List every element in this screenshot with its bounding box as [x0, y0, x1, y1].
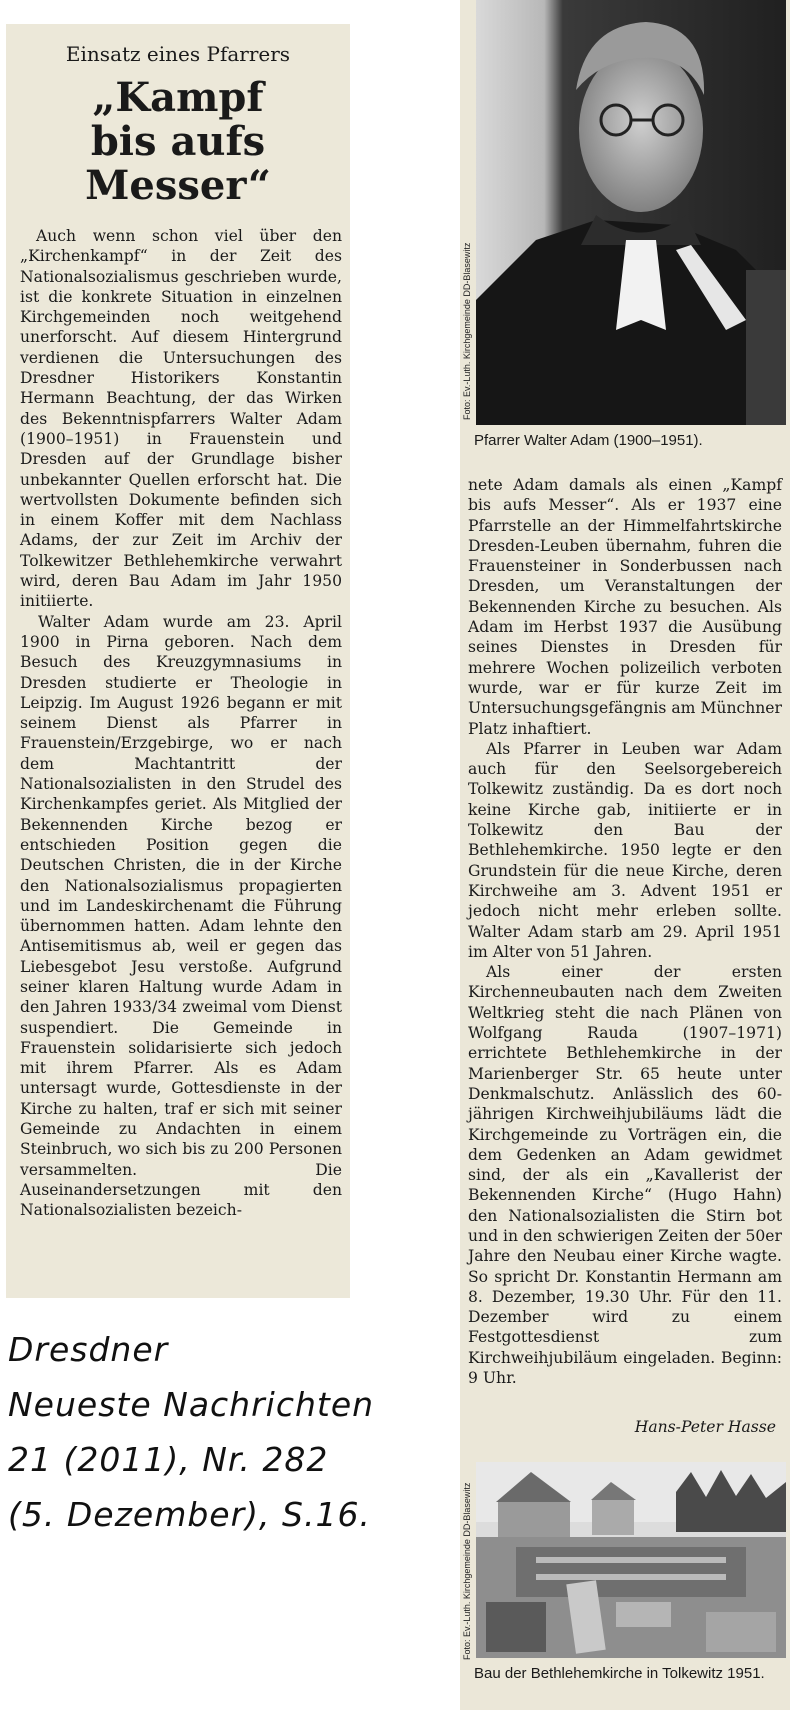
handwritten-citation — [8, 1322, 428, 1542]
headline-line-1: „Kampf — [92, 74, 264, 121]
body-paragraph: Als Pfarrer in Leuben war Adam auch für den Seelsorgebereich Tolkewitz zuständig. Da es dort noch keine Kirche gab, initiierte er in Tolkewitz den Bau der Bethlehemkirche. 1950 legte er den Grundstein für die neue Kirche, deren Kirchweihe am 3. Advent 1951 er jedoch nicht mehr erleben sollte. Walter Adam starb am 29. April 1951 im Alter von 51 Jahren. — [468, 739, 782, 961]
body-paragraph: Walter Adam wurde am 23. April 1900 in Pirna geboren. Nach dem Besuch des Kreuzgymnasiums in Dresden studierte er Theologie in Leipzig. Im August 1926 begann er mit seinem Dienst als Pfarrer in Frauenstein/Erzgebirge, wo er nach dem Machtantritt der Nationalsozialisten in den Strudel des Kirchenkampfes geriet. Als Mitglied der Bekennenden Kirche bezog er entschieden Position gegen die Deutschen Christen, die in der Kirche den Nationalsozialismus propagierten und im Landeskirchenamt die Führung übernommen hatten. Adam lehnte den Antisemitismus ab, weil er gegen das Liebesgebot Jesu verstoße. Aufgrund seiner klaren Haltung wurde Adam in den Jahren 1933/34 zweimal vom Dienst suspendiert. Die Gemeinde in Frauenstein solidarisierte sich jedoch mit ihrem Pfarrer. Als es Adam untersagt wurde, Gottesdienste in der Kirche zu halten, traf er sich mit seiner Gemeinde zu Andachten in einem Steinbruch, wo sich bis zu 200 Personen versammelten. Die Auseinandersetzungen mit den Nationalsozialisten bezeich- — [20, 612, 342, 1220]
church-construction-photo — [476, 1462, 786, 1658]
portrait-photo — [476, 0, 786, 425]
article-kicker: Einsatz eines Pfarrers — [65, 42, 291, 66]
article-body-right — [468, 475, 782, 1388]
church-construction-image — [476, 1462, 786, 1658]
handwritten-line: Dresdner — [8, 1330, 169, 1369]
headline-line-3: Messer“ — [85, 162, 271, 209]
portrait-credit: Foto: Ev.-Luth. Kirchgemeinde DD-Blasewitz — [462, 242, 472, 420]
handwritten-line: 21 (2011), Nr. 282 — [8, 1440, 329, 1479]
church-caption: Bau der Bethlehemkirche in Tolkewitz 1951. — [474, 1665, 765, 1682]
article-author: Hans-Peter Hasse — [634, 1418, 776, 1436]
article-left-column — [6, 24, 350, 1298]
church-credit: Foto: Ev.-Luth. Kirchgemeinde DD-Blasewitz — [462, 1482, 472, 1660]
handwritten-line: Neueste Nachrichten — [8, 1385, 375, 1424]
body-paragraph: Auch wenn schon viel über den „Kirchenkampf“ in der Zeit des Nationalsozialismus geschrieben wurde, ist die konkrete Situation in einzelnen Kirchgemeinden noch weitgehend unerforscht. Auf diesem Hintergrund verdienen die Untersuchungen des Dresdner Historikers Konstantin Hermann Beachtung, der das Wirken des Bekenntnispfarrers Walter Adam (1900–1951) in Frauenstein und Dresden auf der Grundlage bisher unbekannter Quellen erforscht hat. Die wertvollsten Dokumente befinden sich in einem Koffer mit dem Nachlass Adams, der zur Zeit im Archiv der Tolkewitzer Bethlehemkirche verwahrt wird, deren Bau Adam im Jahr 1950 initiierte. — [20, 227, 342, 611]
article-headline — [6, 76, 350, 208]
portrait-caption: Pfarrer Walter Adam (1900–1951). — [474, 432, 703, 449]
handwritten-line: (5. Dezember), S.16. — [8, 1495, 371, 1534]
headline-line-2: bis aufs — [90, 118, 266, 165]
body-paragraph: nete Adam damals als einen „Kampf bis aufs Messer“. Als er 1937 eine Pfarrstelle an der Himmelfahrtskirche Dresden-Leuben übernahm, fuhren die Frauensteiner in Sonderbussen nach Dresden, um Veranstaltungen der Bekennenden Kirche zu besuchen. Als Adam im Herbst 1937 die Ausübung seines Dienstes in Dresden für mehrere Wochen polizeilich verboten wurde, war er für kurze Zeit im Untersuchungsgefängnis am Münchner Platz inhaftiert. — [468, 476, 782, 738]
article-right-column — [460, 0, 790, 1710]
article-body-left — [20, 226, 342, 1221]
body-paragraph: Als einer der ersten Kirchenneubauten nach dem Zweiten Weltkrieg steht die nach Plänen von Wolfgang Rauda (1907–1971) errichtete Bethlehemkirche in der Marienberger Str. 65 heute unter Denkmalschutz. Anlässlich des 60-jährigen Kirchweihjubiläums lädt die Kirchgemeinde zu Vorträgen ein, die dem Gedenken an Adam gewidmet sind, der als ein „Kavallerist der Bekennenden Kirche“ (Hugo Hahn) den Nationalsozialisten die Stirn bot und in den schwierigen Zeiten der 50er Jahre den Neubau einer Kirche wagte. So spricht Dr. Konstantin Hermann am 8. Dezember, 19.30 Uhr. Für den 11. Dezember wird zu einem Festgottesdienst zum Kirchweihjubiläum eingeladen. Beginn: 9 Uhr. — [468, 963, 782, 1388]
portrait-image — [476, 0, 786, 425]
